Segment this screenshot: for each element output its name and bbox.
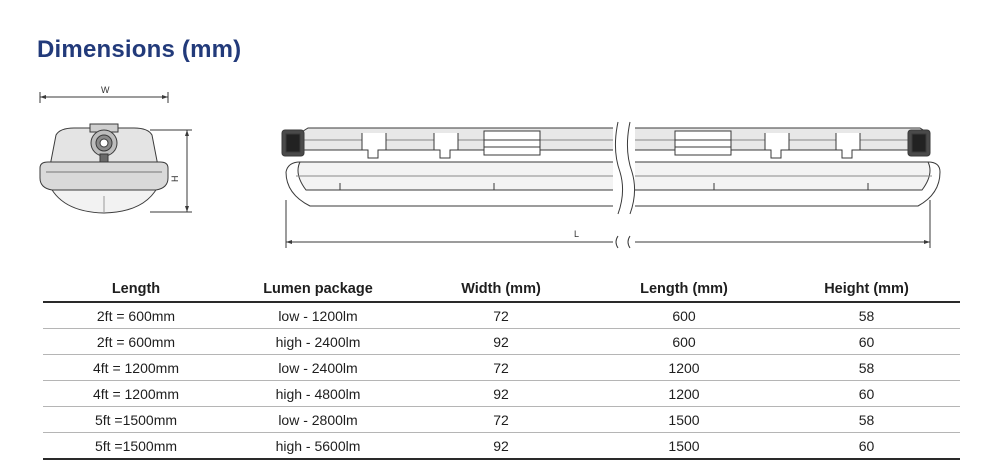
cell-lumen: low - 2800lm <box>229 407 407 433</box>
cell-width: 92 <box>407 381 595 407</box>
header-height: Height (mm) <box>773 276 960 302</box>
cell-width: 92 <box>407 329 595 355</box>
cell-lumen: low - 1200lm <box>229 302 407 329</box>
cell-length: 4ft = 1200mm <box>43 355 229 381</box>
cell-length: 5ft =1500mm <box>43 433 229 460</box>
end-view-drawing <box>40 92 192 213</box>
cell-height: 60 <box>773 329 960 355</box>
table-header-row <box>43 276 960 302</box>
table-row <box>43 355 960 381</box>
cell-height: 58 <box>773 302 960 329</box>
cell-length-mm: 1500 <box>595 407 773 433</box>
header-length: Length <box>43 276 229 302</box>
header-width: Width (mm) <box>407 276 595 302</box>
table-row <box>43 433 960 460</box>
page-title: Dimensions (mm) <box>37 36 242 63</box>
length-dimension-label: L <box>574 229 580 239</box>
cell-length-mm: 600 <box>595 329 773 355</box>
table-row <box>43 329 960 355</box>
cell-width: 72 <box>407 355 595 381</box>
break-marks <box>613 120 635 248</box>
cell-length-mm: 1500 <box>595 433 773 460</box>
width-dimension-label: W <box>101 85 110 95</box>
cell-lumen: high - 2400lm <box>229 329 407 355</box>
cell-lumen: high - 4800lm <box>229 381 407 407</box>
header-length-mm: Length (mm) <box>595 276 773 302</box>
cell-length: 2ft = 600mm <box>43 302 229 329</box>
table-row <box>43 381 960 407</box>
cell-lumen: low - 2400lm <box>229 355 407 381</box>
cell-length: 4ft = 1200mm <box>43 381 229 407</box>
cell-height: 60 <box>773 381 960 407</box>
dimensions-table <box>43 276 960 460</box>
cell-width: 72 <box>407 302 595 329</box>
cell-width: 92 <box>407 433 595 460</box>
cell-lumen: high - 5600lm <box>229 433 407 460</box>
cell-height: 58 <box>773 355 960 381</box>
cell-length-mm: 600 <box>595 302 773 329</box>
cell-width: 72 <box>407 407 595 433</box>
cell-length-mm: 1200 <box>595 381 773 407</box>
cell-length-mm: 1200 <box>595 355 773 381</box>
cell-length: 5ft =1500mm <box>43 407 229 433</box>
cell-length: 2ft = 600mm <box>43 329 229 355</box>
cell-height: 60 <box>773 433 960 460</box>
table-row <box>43 302 960 329</box>
table-row <box>43 407 960 433</box>
height-dimension-label: H <box>170 175 180 182</box>
cell-height: 58 <box>773 407 960 433</box>
side-view-drawing <box>282 128 940 248</box>
header-lumen-package: Lumen package <box>229 276 407 302</box>
